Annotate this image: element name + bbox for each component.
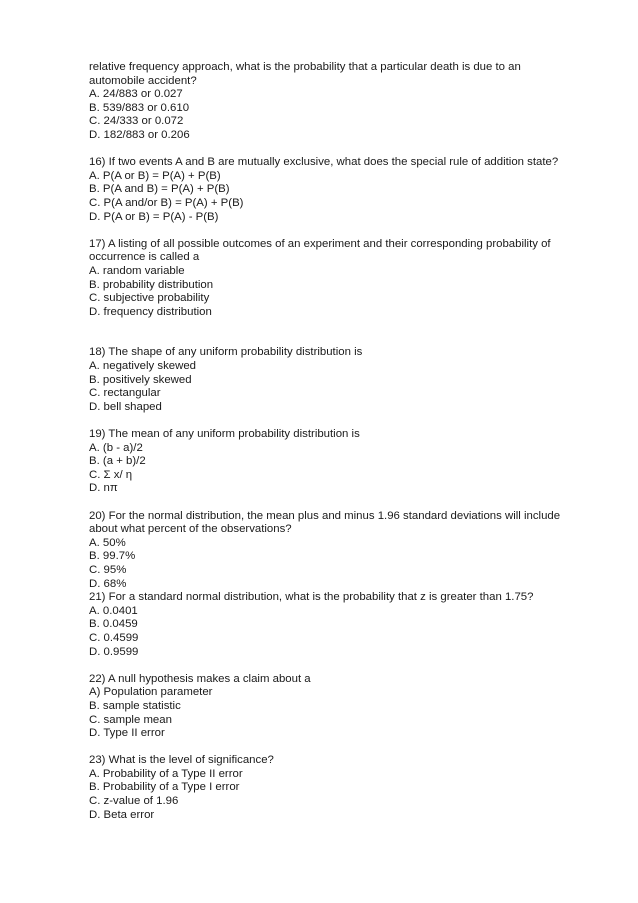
question-text: occurrence is called a <box>89 251 200 264</box>
question-block <box>89 156 609 224</box>
answer-option: D. P(A or B) = P(A) - P(B) <box>89 210 219 223</box>
answer-option: A. P(A or B) = P(A) + P(B) <box>89 169 221 182</box>
answer-option: C. P(A and/or B) = P(A) + P(B) <box>89 196 244 209</box>
answer-option: B. 99.7% <box>89 550 136 563</box>
answer-option: B. sample statistic <box>89 699 181 712</box>
question-block <box>89 238 609 320</box>
answer-option: B. (a + b)/2 <box>89 455 146 468</box>
answer-option: D. 0.9599 <box>89 645 139 658</box>
question-text: 21) For a standard normal distribution, what is the probability that z is greater than 1.75? <box>89 591 534 604</box>
answer-option: B. P(A and B) = P(A) + P(B) <box>89 183 230 196</box>
answer-option: D. frequency distribution <box>89 305 212 318</box>
answer-option: A. Probability of a Type II error <box>89 767 243 780</box>
question-block <box>89 754 609 822</box>
question-text: relative frequency approach, what is the probability that a particular death is due to an <box>89 61 521 73</box>
answer-option: C. rectangular <box>89 387 161 400</box>
answer-option: D. bell shaped <box>89 400 162 413</box>
answer-option: A. 0.0401 <box>89 604 138 617</box>
answer-option: A. negatively skewed <box>89 360 197 373</box>
answer-option: A. random variable <box>89 264 185 277</box>
document-page <box>89 61 609 822</box>
answer-option: D. 68% <box>89 577 127 590</box>
question-block <box>89 61 609 143</box>
answer-option: B. probability distribution <box>89 278 214 291</box>
question-block <box>89 428 609 496</box>
question-text: 23) What is the level of significance? <box>89 754 274 767</box>
answer-option: C. subjective probability <box>89 292 210 305</box>
answer-option: C. z-value of 1.96 <box>89 795 179 808</box>
question-text: 19) The mean of any uniform probability distribution is <box>89 428 360 441</box>
question-block <box>89 591 609 659</box>
answer-option: C. 95% <box>89 563 127 576</box>
question-text: 18) The shape of any uniform probability distribution is <box>89 346 363 359</box>
answer-option: C. 24/333 or 0.072 <box>89 115 184 128</box>
answer-option: B. positively skewed <box>89 373 192 386</box>
question-text: 20) For the normal distribution, the mean plus and minus 1.96 standard deviations will include <box>89 509 561 522</box>
question-text: automobile accident? <box>89 74 197 87</box>
answer-option: A. 50% <box>89 536 126 549</box>
question-block <box>89 510 609 592</box>
question-text: 16) If two events A and B are mutually exclusive, what does the special rule of addition state? <box>89 156 559 169</box>
question-text: about what percent of the observations? <box>89 523 292 536</box>
answer-option: C. sample mean <box>89 713 172 726</box>
answer-option: D. Type II error <box>89 727 165 740</box>
question-block <box>89 673 609 741</box>
question-block <box>89 346 609 414</box>
answer-option: C. 0.4599 <box>89 631 139 644</box>
answer-option: D. Beta error <box>89 808 155 821</box>
answer-option: B. Probability of a Type I error <box>89 781 240 794</box>
answer-option: A. (b - a)/2 <box>89 441 143 454</box>
answer-option: D. 182/883 or 0.206 <box>89 128 190 141</box>
question-text: 17) A listing of all possible outcomes of an experiment and their corresponding probability of <box>89 237 551 250</box>
answer-option: C. Σ x/ η <box>89 468 133 481</box>
answer-option: B. 539/883 or 0.610 <box>89 101 190 114</box>
answer-option: A. 24/883 or 0.027 <box>89 88 183 101</box>
answer-option: B. 0.0459 <box>89 618 138 631</box>
answer-option: A) Population parameter <box>89 686 213 699</box>
answer-option: D. nπ <box>89 482 118 495</box>
question-text: 22) A null hypothesis makes a claim about a <box>89 672 311 685</box>
